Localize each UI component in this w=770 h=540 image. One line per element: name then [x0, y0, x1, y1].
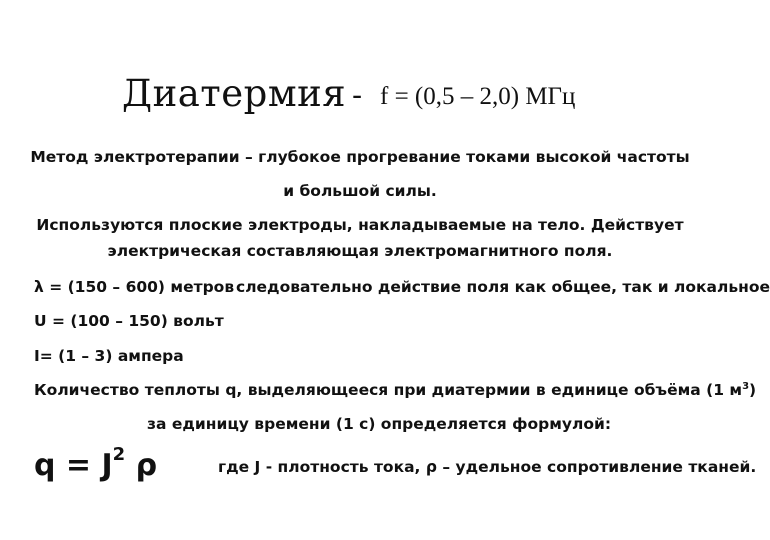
- heat-line-1-text: Количество теплоты q, выделяющееся при диатермии в единице объёма (1 м: [34, 381, 743, 400]
- current-value: I= (1 – 3) ампера: [34, 347, 184, 365]
- field-action-note: следовательно действие поля как общее, так и локальное: [236, 278, 770, 296]
- electrodes-line-2: электрическая составляющая электромагнитного поля.: [107, 242, 613, 260]
- heat-line-1-end: ): [749, 381, 757, 400]
- formula-legend: где J - плотность тока, ρ – удельное сопротивление тканей.: [218, 458, 757, 476]
- wavelength-value: λ = (150 – 600) метров: [34, 278, 235, 296]
- electrodes-line-1: Используются плоские электроды, накладываемые на тело. Действует: [36, 216, 684, 234]
- title-dash: -: [352, 78, 363, 113]
- definition-line-1: Метод электротерапии – глубокое прогревание токами высокой частоты: [30, 148, 690, 166]
- joule-formula: [34, 444, 158, 483]
- formula-rhs: ρ: [125, 448, 158, 483]
- title-frequency: f = (0,5 – 2,0) МГц: [380, 83, 576, 110]
- cubic-superscript: 3: [742, 381, 750, 392]
- slide-title: Диатермия: [122, 72, 347, 115]
- formula-exponent: 2: [112, 444, 126, 465]
- voltage-value: U = (100 – 150) вольт: [34, 312, 224, 330]
- heat-line-1: [34, 381, 756, 399]
- formula-lhs: q = J: [34, 448, 113, 483]
- definition-line-2: и большой силы.: [283, 182, 437, 200]
- heat-line-2: за единицу времени (1 с) определяется формулой:: [147, 415, 612, 433]
